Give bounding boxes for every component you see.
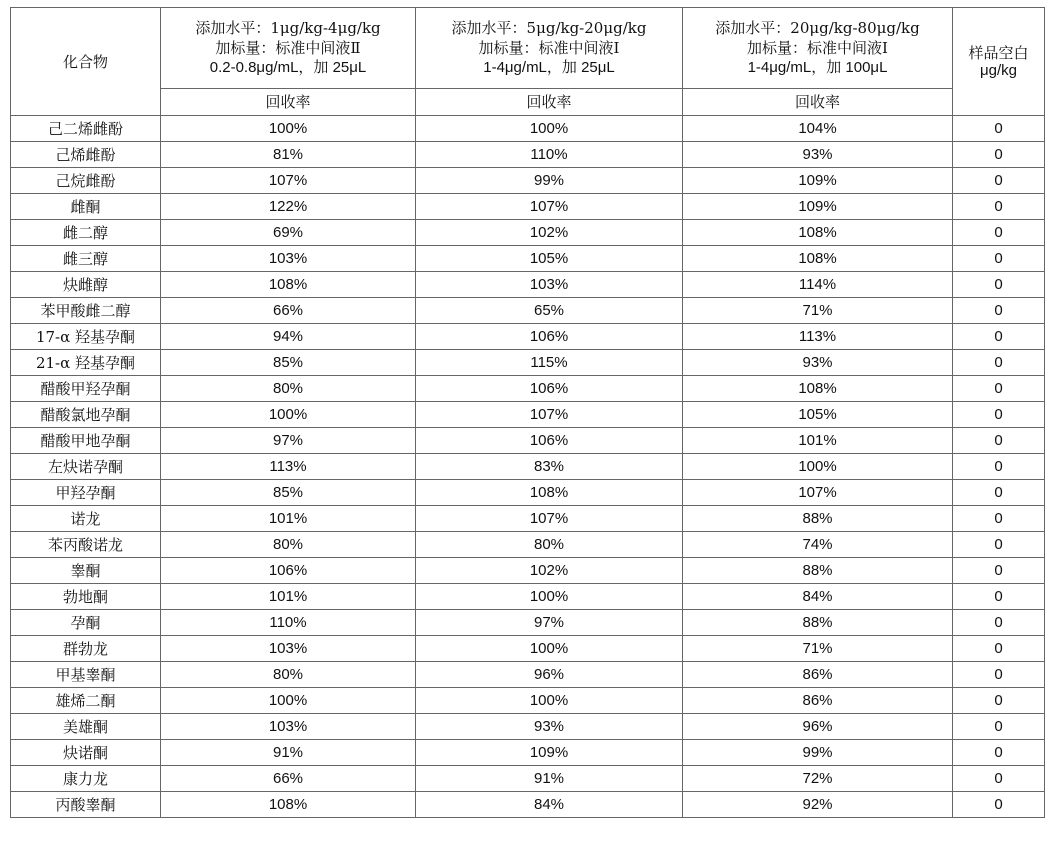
- table-row: [11, 610, 1045, 636]
- sample-blank-cell: 0: [953, 454, 1045, 480]
- sample-blank-cell: 0: [953, 298, 1045, 324]
- recovery-cell-level-3: 108%: [683, 246, 953, 272]
- recovery-cell-level-3: 88%: [683, 558, 953, 584]
- table-row: [11, 636, 1045, 662]
- compound-cell: 睾酮: [11, 558, 161, 584]
- compound-cell: 己烷雌酚: [11, 168, 161, 194]
- compound-cell: 甲基睾酮: [11, 662, 161, 688]
- recovery-cell-level-1: 66%: [161, 298, 416, 324]
- table-row: [11, 220, 1045, 246]
- spike-level-header-2: [416, 8, 683, 89]
- table-row: [11, 740, 1045, 766]
- sample-blank-cell: 0: [953, 740, 1045, 766]
- recovery-cell-level-3: 105%: [683, 402, 953, 428]
- compound-cell: 醋酸甲地孕酮: [11, 428, 161, 454]
- spike-level-header-1: [161, 8, 416, 89]
- recovery-cell-level-1: 110%: [161, 610, 416, 636]
- recovery-cell-level-3: 114%: [683, 272, 953, 298]
- recovery-cell-level-3: 100%: [683, 454, 953, 480]
- recovery-cell-level-1: 101%: [161, 506, 416, 532]
- recovery-cell-level-3: 108%: [683, 376, 953, 402]
- sample-blank-cell: 0: [953, 584, 1045, 610]
- sample-blank-label: 样品空白: [968, 43, 1029, 62]
- table-row: [11, 506, 1045, 532]
- sample-blank-cell: 0: [953, 688, 1045, 714]
- recovery-cell-level-2: 115%: [416, 350, 683, 376]
- recovery-cell-level-3: 88%: [683, 610, 953, 636]
- recovery-cell-level-1: 85%: [161, 350, 416, 376]
- recovery-cell-level-2: 93%: [416, 714, 683, 740]
- recovery-cell-level-2: 80%: [416, 532, 683, 558]
- recovery-cell-level-3: 92%: [683, 792, 953, 818]
- table-row: [11, 194, 1045, 220]
- compound-cell: 己二烯雌酚: [11, 116, 161, 142]
- recovery-cell-level-2: 91%: [416, 766, 683, 792]
- recovery-cell-level-2: 110%: [416, 142, 683, 168]
- table-row: [11, 454, 1045, 480]
- recovery-cell-level-2: 107%: [416, 194, 683, 220]
- table-row: [11, 792, 1045, 818]
- spike-amount-text: 加标量：标准中间液Ⅱ: [215, 39, 361, 57]
- sample-blank-cell: 0: [953, 324, 1045, 350]
- sample-blank-cell: 0: [953, 168, 1045, 194]
- sample-blank-cell: 0: [953, 532, 1045, 558]
- recovery-cell-level-3: 93%: [683, 350, 953, 376]
- recovery-cell-level-2: 97%: [416, 610, 683, 636]
- sample-blank-cell: 0: [953, 194, 1045, 220]
- recovery-cell-level-3: 109%: [683, 168, 953, 194]
- table-row: [11, 714, 1045, 740]
- recovery-cell-level-1: 113%: [161, 454, 416, 480]
- spike-level-text: 添加水平：1μg/kg-4μg/kg: [195, 19, 381, 37]
- sample-blank-cell: 0: [953, 246, 1045, 272]
- recovery-cell-level-1: 97%: [161, 428, 416, 454]
- recovery-cell-level-3: 96%: [683, 714, 953, 740]
- compound-cell: 康力龙: [11, 766, 161, 792]
- recovery-cell-level-3: 113%: [683, 324, 953, 350]
- table-body: [11, 116, 1045, 818]
- recovery-cell-level-2: 106%: [416, 428, 683, 454]
- recovery-cell-level-1: 81%: [161, 142, 416, 168]
- spike-amount-text: 加标量：标准中间液Ⅰ: [478, 39, 620, 57]
- recovery-cell-level-2: 100%: [416, 116, 683, 142]
- compound-cell: 雌三醇: [11, 246, 161, 272]
- recovery-cell-level-2: 106%: [416, 324, 683, 350]
- sample-blank-cell: 0: [953, 662, 1045, 688]
- table-row: [11, 116, 1045, 142]
- table-row: [11, 246, 1045, 272]
- recovery-cell-level-3: 93%: [683, 142, 953, 168]
- recovery-subheader-3: 回收率: [683, 89, 953, 116]
- compound-cell: 雌二醇: [11, 220, 161, 246]
- recovery-cell-level-1: 101%: [161, 584, 416, 610]
- spike-concentration-text: 1-4μg/mL，加 25μL: [483, 59, 615, 76]
- recovery-cell-level-2: 102%: [416, 558, 683, 584]
- table-row: [11, 298, 1045, 324]
- compound-cell: 17-α 羟基孕酮: [11, 324, 161, 350]
- table-row: [11, 428, 1045, 454]
- recovery-cell-level-2: 84%: [416, 792, 683, 818]
- recovery-cell-level-1: 107%: [161, 168, 416, 194]
- recovery-cell-level-1: 91%: [161, 740, 416, 766]
- recovery-cell-level-1: 103%: [161, 714, 416, 740]
- recovery-cell-level-2: 108%: [416, 480, 683, 506]
- recovery-cell-level-3: 108%: [683, 220, 953, 246]
- recovery-cell-level-2: 105%: [416, 246, 683, 272]
- recovery-cell-level-2: 83%: [416, 454, 683, 480]
- table-row: [11, 662, 1045, 688]
- subheader-row: [11, 89, 1045, 116]
- table-row: [11, 766, 1045, 792]
- compound-cell: 雌酮: [11, 194, 161, 220]
- compound-cell: 甲羟孕酮: [11, 480, 161, 506]
- recovery-cell-level-3: 71%: [683, 636, 953, 662]
- table-row: [11, 532, 1045, 558]
- sample-blank-cell: 0: [953, 714, 1045, 740]
- recovery-cell-level-3: 74%: [683, 532, 953, 558]
- recovery-cell-level-1: 122%: [161, 194, 416, 220]
- recovery-cell-level-3: 101%: [683, 428, 953, 454]
- table-row: [11, 350, 1045, 376]
- spike-concentration-text: 1-4μg/mL，加 100μL: [747, 59, 888, 76]
- sample-blank-cell: 0: [953, 116, 1045, 142]
- compound-cell: 炔雌醇: [11, 272, 161, 298]
- recovery-cell-level-1: 85%: [161, 480, 416, 506]
- sample-blank-cell: 0: [953, 636, 1045, 662]
- compound-cell: 美雄酮: [11, 714, 161, 740]
- table-header: [11, 8, 1045, 116]
- recovery-cell-level-1: 103%: [161, 246, 416, 272]
- sample-blank-cell: 0: [953, 480, 1045, 506]
- spike-level-text: 添加水平：20μg/kg-80μg/kg: [715, 19, 920, 37]
- table-row: [11, 272, 1045, 298]
- table-row: [11, 376, 1045, 402]
- recovery-cell-level-3: 71%: [683, 298, 953, 324]
- recovery-cell-level-1: 100%: [161, 688, 416, 714]
- sample-blank-cell: 0: [953, 402, 1045, 428]
- recovery-cell-level-1: 100%: [161, 116, 416, 142]
- compound-cell: 炔诺酮: [11, 740, 161, 766]
- recovery-cell-level-1: 80%: [161, 532, 416, 558]
- recovery-cell-level-2: 65%: [416, 298, 683, 324]
- recovery-cell-level-2: 103%: [416, 272, 683, 298]
- compound-cell: 醋酸氯地孕酮: [11, 402, 161, 428]
- sample-blank-header: [953, 8, 1045, 116]
- compound-cell: 诺龙: [11, 506, 161, 532]
- compound-cell: 雄烯二酮: [11, 688, 161, 714]
- recovery-cell-level-2: 106%: [416, 376, 683, 402]
- recovery-table: [10, 7, 1045, 818]
- table-row: [11, 688, 1045, 714]
- table-row: [11, 558, 1045, 584]
- recovery-cell-level-3: 99%: [683, 740, 953, 766]
- recovery-cell-level-1: 106%: [161, 558, 416, 584]
- recovery-cell-level-3: 86%: [683, 688, 953, 714]
- recovery-cell-level-3: 72%: [683, 766, 953, 792]
- compound-header: 化合物: [11, 8, 161, 116]
- recovery-cell-level-3: 84%: [683, 584, 953, 610]
- table-row: [11, 480, 1045, 506]
- recovery-cell-level-3: 107%: [683, 480, 953, 506]
- spike-concentration-text: 0.2-0.8μg/mL，加 25μL: [209, 59, 367, 76]
- recovery-cell-level-3: 104%: [683, 116, 953, 142]
- sample-blank-cell: 0: [953, 792, 1045, 818]
- sample-blank-cell: 0: [953, 506, 1045, 532]
- sample-blank-unit: μg/kg: [980, 61, 1017, 79]
- compound-cell: 孕酮: [11, 610, 161, 636]
- recovery-cell-level-2: 96%: [416, 662, 683, 688]
- recovery-cell-level-2: 100%: [416, 636, 683, 662]
- recovery-cell-level-2: 100%: [416, 688, 683, 714]
- sample-blank-cell: 0: [953, 272, 1045, 298]
- spike-level-text: 添加水平：5μg/kg-20μg/kg: [451, 19, 647, 37]
- sample-blank-cell: 0: [953, 376, 1045, 402]
- recovery-cell-level-1: 66%: [161, 766, 416, 792]
- sample-blank-cell: 0: [953, 766, 1045, 792]
- recovery-cell-level-3: 86%: [683, 662, 953, 688]
- sample-blank-cell: 0: [953, 558, 1045, 584]
- recovery-cell-level-2: 109%: [416, 740, 683, 766]
- recovery-cell-level-1: 69%: [161, 220, 416, 246]
- spike-level-header-3: [683, 8, 953, 89]
- recovery-cell-level-1: 94%: [161, 324, 416, 350]
- recovery-cell-level-2: 102%: [416, 220, 683, 246]
- compound-cell: 群勃龙: [11, 636, 161, 662]
- recovery-subheader-1: 回收率: [161, 89, 416, 116]
- sample-blank-cell: 0: [953, 220, 1045, 246]
- recovery-cell-level-3: 109%: [683, 194, 953, 220]
- recovery-cell-level-3: 88%: [683, 506, 953, 532]
- compound-cell: 21-α 羟基孕酮: [11, 350, 161, 376]
- recovery-cell-level-1: 108%: [161, 272, 416, 298]
- recovery-subheader-2: 回收率: [416, 89, 683, 116]
- sample-blank-cell: 0: [953, 142, 1045, 168]
- table-row: [11, 324, 1045, 350]
- recovery-cell-level-1: 100%: [161, 402, 416, 428]
- spike-amount-text: 加标量：标准中间液Ⅰ: [747, 39, 888, 57]
- header-row: [11, 8, 1045, 89]
- compound-cell: 苯丙酸诺龙: [11, 532, 161, 558]
- sample-blank-cell: 0: [953, 610, 1045, 636]
- table-row: [11, 142, 1045, 168]
- compound-cell: 丙酸睾酮: [11, 792, 161, 818]
- recovery-cell-level-1: 108%: [161, 792, 416, 818]
- recovery-cell-level-2: 107%: [416, 506, 683, 532]
- compound-cell: 苯甲酸雌二醇: [11, 298, 161, 324]
- recovery-cell-level-1: 80%: [161, 376, 416, 402]
- table-row: [11, 402, 1045, 428]
- recovery-cell-level-1: 103%: [161, 636, 416, 662]
- recovery-cell-level-2: 100%: [416, 584, 683, 610]
- compound-cell: 左炔诺孕酮: [11, 454, 161, 480]
- compound-cell: 勃地酮: [11, 584, 161, 610]
- recovery-cell-level-2: 107%: [416, 402, 683, 428]
- table-row: [11, 584, 1045, 610]
- table-row: [11, 168, 1045, 194]
- recovery-cell-level-1: 80%: [161, 662, 416, 688]
- sample-blank-cell: 0: [953, 428, 1045, 454]
- compound-cell: 己烯雌酚: [11, 142, 161, 168]
- compound-cell: 醋酸甲羟孕酮: [11, 376, 161, 402]
- sample-blank-cell: 0: [953, 350, 1045, 376]
- recovery-cell-level-2: 99%: [416, 168, 683, 194]
